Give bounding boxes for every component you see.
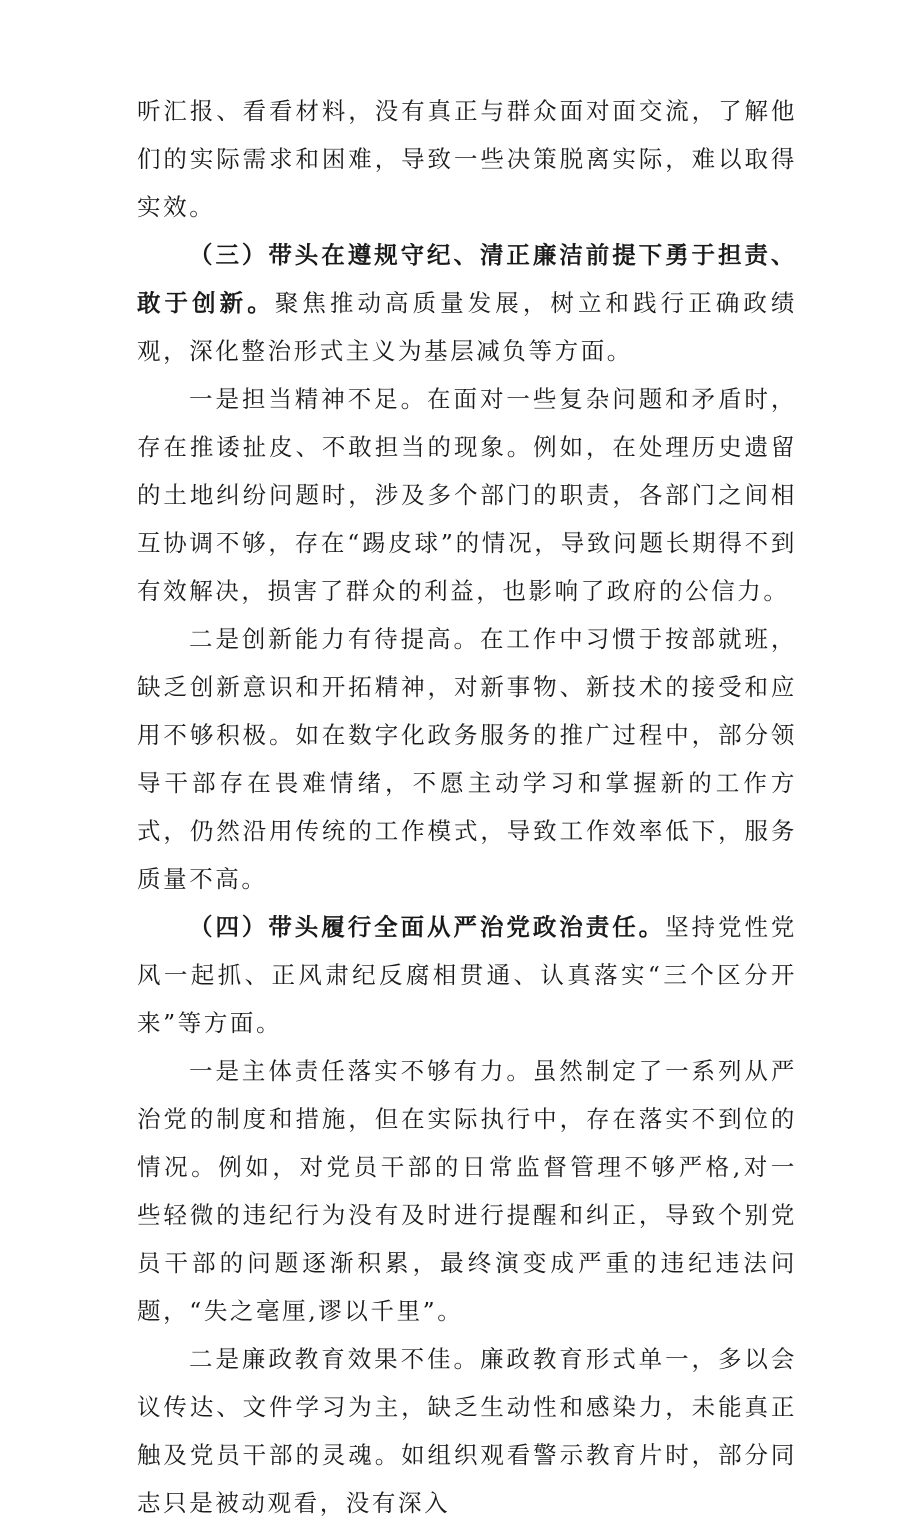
section-four-heading: （四）带头履行全面从严治党政治责任。 [189,913,666,941]
paragraph-continuation: 听汇报、看看材料，没有真正与群众面对面交流，了解他们的实际需求和困难，导致一些决策脱离实际，难以取得实效。 [137,97,797,221]
paragraph-courage: 一是担当精神不足。在面对一些复杂问题和矛盾时，存在推诿扯皮、不敢担当的现象。例如，在处理历史遗留的土地纠纷问题时，涉及多个部门的职责，各部门之间相互协调不够，存在“踢皮球”的情况，导致问题长期得不到有效解决，损害了群众的利益，也影响了政府的公信力。 [137,385,797,605]
section-three-text: 聚焦推动高质量发展，树立和践行正确政绩观，深化整治形式主义为基层减负等方面。 [137,289,798,365]
section-four-paragraph [137,903,797,1047]
document-body [137,87,797,1527]
paragraph-education: 二是廉政教育效果不佳。廉政教育形式单一，多以会议传达、文件学习为主，缺乏生动性和感染力，未能真正触及党员干部的灵魂。如组织观看警示教育片时，部分同志只是被动观看，没有深入 [137,1345,797,1517]
paragraph-responsibility: 一是主体责任落实不够有力。虽然制定了一系列从严治党的制度和措施，但在实际执行中，存在落实不到位的情况。例如，对党员干部的日常监督管理不够严格,对一些轻微的违纪行为没有及时进行提醒和纠正，导致个别党员干部的问题逐渐积累，最终演变成严重的违纪违法问题，“失之毫厘,谬以千里”。 [137,1057,797,1325]
section-three-heading: （三）带头在遵规守纪、清正廉洁前提下勇于担责、敢于创新。 [137,241,797,317]
section-three-paragraph [137,231,797,375]
section-four-text: 坚持党性党风一起抓、正风肃纪反腐相贯通、认真落实“三个区分开来”等方面。 [137,913,797,1037]
paragraph-innovation: 二是创新能力有待提高。在工作中习惯于按部就班，缺乏创新意识和开拓精神，对新事物、新技术的接受和应用不够积极。如在数字化政务服务的推广过程中，部分领导干部存在畏难情绪，不愿主动学习和掌握新的工作方式，仍然沿用传统的工作模式，导致工作效率低下，服务质量不高。 [137,625,797,893]
